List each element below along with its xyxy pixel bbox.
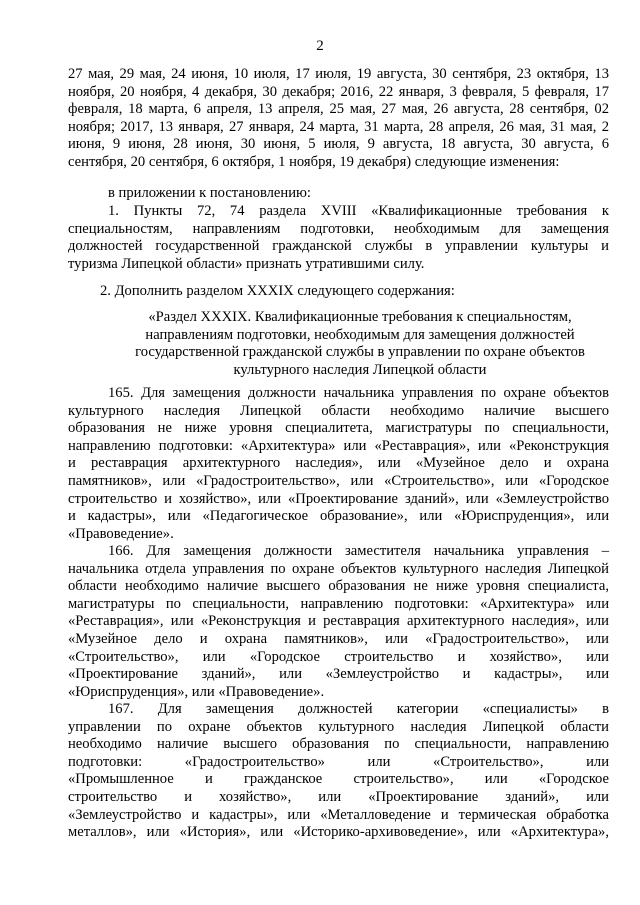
text-line: «Промышленное и гражданское строительство», или «Городское: [68, 771, 609, 788]
text-line: «Юриспруденция», или «Правоведение».: [68, 683, 325, 700]
text-line: 165. Для замещения должности начальника управления по охране объектов: [108, 385, 609, 401]
text-line: магистратуры по специальности, направлению подготовки: «Архитектура» или: [68, 595, 609, 612]
text-line: подготовки: «Градостроительство» или «Строительство», или: [68, 753, 609, 770]
text-line: строительство и хозяйство», или «Проектирование зданий», или «Землеустройство: [68, 490, 609, 507]
item-2-line: 2. Дополнить разделом XXXIX следующего содержания:: [100, 283, 455, 299]
text-line: ноября; 2017, 13 января, 27 января, 24 марта, 31 марта, 28 апреля, 26 мая, 31 мая, 2: [68, 118, 609, 135]
heading-line: «Раздел XXXIX. Квалификационные требования к специальностям,: [148, 309, 572, 325]
text-line: «Музейное дело и охрана памятников», или «Градостроительство», или: [68, 630, 609, 647]
text-line: необходимо наличие высшего образования по специальности, направлению: [68, 736, 609, 753]
text-line: «Землеустройство и кадастры», или «Металловедение и термическая обработка: [68, 806, 609, 823]
text-line: «Проектирование зданий», или «Землеустройство и кадастры», или: [68, 666, 609, 683]
text-line: и кадастры», или «Педагогическое образование», или «Юриспруденция», или: [68, 508, 609, 525]
text-line: образования не ниже уровня специалитета, магистратуры по специальности,: [68, 420, 609, 437]
text-line: февраля, 18 марта, 6 апреля, 13 апреля, 25 мая, 27 мая, 26 августа, 28 сентября, 02: [68, 101, 609, 118]
text-line: 166. Для замещения должности заместителя начальника управления –: [108, 543, 609, 559]
text-line: ноября, 20 ноября, 4 декабря, 30 декабря; 2016, 22 января, 3 февраля, 5 февраля, 17: [68, 83, 609, 100]
heading-line: культурного наследия Липецкой области: [233, 361, 487, 378]
text-line: области необходимо наличие высшего образования не ниже уровня специалиста,: [68, 578, 609, 595]
appendix-line: в приложении к постановлению:: [108, 185, 311, 201]
text-line: «Правоведение».: [68, 525, 174, 542]
text-line: строительство и хозяйство», или «Проектирование зданий», или: [68, 788, 609, 805]
text-line: металлов», или «История», или «Историко-архивоведение», или «Архитектура»,: [68, 824, 609, 841]
text-line: июня, 9 июня, 28 июня, 30 июня, 5 июля, 9 августа, 18 августа, 30 августа, 6: [68, 136, 609, 153]
paragraph-165: [68, 385, 609, 543]
text-line: памятников», или «Градостроительство», или «Строительство», или «Городское: [68, 472, 609, 489]
text-line: специальностям, направлениям подготовки, необходимым для замещения: [68, 220, 609, 237]
text-line: 27 мая, 29 мая, 24 июня, 10 июля, 17 июля, 19 августа, 30 сентября, 23 октября, 13: [68, 66, 609, 82]
text-line: начальника отдела управления по охране объектов культурного наследия Липецкой: [68, 560, 609, 577]
paragraph-166: [68, 543, 609, 701]
text-line: сентября, 20 сентября, 6 октября, 1 ноября, 19 декабря) следующие изменения:: [68, 153, 560, 170]
item-1-paragraph: [68, 203, 609, 273]
page-number: 2: [316, 38, 324, 54]
text-line: «Строительство», или «Городское строительство и хозяйство», или: [68, 648, 609, 665]
intro-paragraph: [68, 66, 609, 172]
text-line: должностей государственной гражданской службы в управлении культуры и: [68, 238, 609, 255]
text-line: направлению подготовки: «Архитектура» или «Реставрация», или «Реконструкция: [68, 437, 609, 454]
text-line: «Реставрация», или «Реконструкция и реставрация архитектурного наследия», или: [68, 613, 609, 630]
text-line: туризма Липецкой области» признать утратившими силу.: [68, 255, 425, 272]
text-line: 1. Пункты 72, 74 раздела XVIII «Квалификационные требования к: [108, 203, 609, 219]
text-line: и реставрация архитектурного наследия», или «Музейное дело и охрана: [68, 455, 609, 472]
text-line: управлении по охране объектов культурного наследия Липецкой области: [68, 718, 609, 735]
section-heading: [110, 309, 610, 379]
heading-line: направлениям подготовки, необходимым для замещения должностей: [145, 326, 575, 343]
heading-line: государственной гражданской службы в управлении по охране объектов: [135, 344, 585, 361]
paragraph-167: [68, 701, 609, 842]
text-line: 167. Для замещения должностей категории «специалисты» в: [108, 701, 609, 717]
text-line: культурного наследия Липецкой области необходимо наличие высшего: [68, 402, 609, 419]
